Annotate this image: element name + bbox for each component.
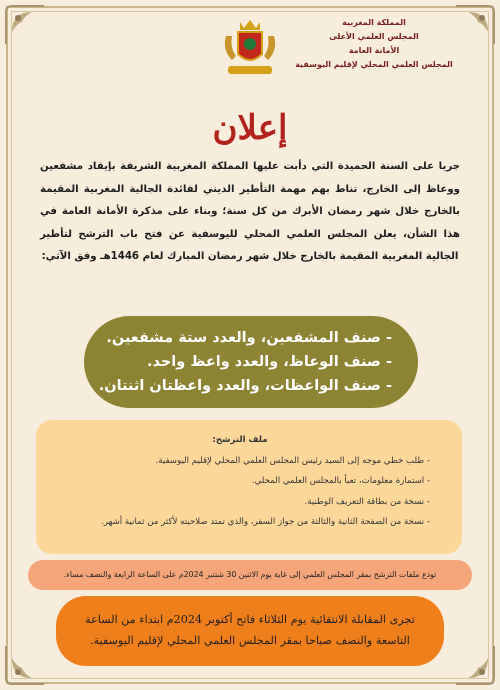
category-item: - صنف الواعظات، والعدد واعظتان اثنتان. bbox=[98, 378, 392, 394]
interview-line: تجرى المقابلة الانتقائية يوم الثلاثاء فاتح أكتوبر 2024م ابتداء من الساعة bbox=[85, 613, 415, 626]
corner-ornament-icon bbox=[2, 2, 48, 48]
application-file-box bbox=[36, 420, 462, 554]
institution-header bbox=[284, 16, 464, 72]
corner-ornament-icon bbox=[452, 642, 498, 688]
application-file-item: - نسخة من الصفحة الثانية والثالثة من جواز السفر، والذي تمتد صلاحيته لأكثر من ثمانية أشهر. bbox=[101, 517, 430, 527]
header-line: المجلس العلمي الأعلى bbox=[329, 32, 419, 41]
category-item: - صنف المشفعين، والعدد ستة مشفعين. bbox=[106, 330, 392, 346]
application-file-item: - نسخة من بطاقة التعريف الوطنية. bbox=[304, 496, 430, 507]
interview-line: التاسعة والنصف صباحا بمقر المجلس العلمي المحلي لإقليم اليوسفية. bbox=[90, 634, 410, 647]
header-line: الأمانة العامة bbox=[348, 46, 400, 55]
interview-banner bbox=[56, 596, 444, 666]
deposit-deadline-banner: تودع ملفات الترشح بمقر المجلس العلمي إلى غاية يوم الاثنين 30 شتنبر 2024م على الساعة الرابعة والنصف مساء. bbox=[28, 560, 472, 590]
corner-ornament-icon bbox=[2, 642, 48, 688]
category-item: - صنف الوعاظ، والعدد واعظ واحد. bbox=[146, 354, 392, 370]
header-line: المجلس العلمي المحلي لإقليم اليوسفية bbox=[295, 60, 453, 69]
header-line: المملكة المغربية bbox=[342, 18, 406, 27]
application-file-title: ملف الترشح: bbox=[212, 435, 268, 445]
coat-of-arms-icon bbox=[218, 16, 282, 80]
announcement-body: جريا على السنة الحميدة التي دأبت عليها المملكة المغربية الشريفة بإيفاد مشفعين ووعاظ إلى الخارج، تناط بهم مهمة التأطير الديني لفائدة الجالية المغربية المقيمة بالخارج خلال شهر رمضان الأبرك من كل سنة؛ وبناء على مذكرة الأمانة العامة في هذا الشأن، يعلن المجلس العلمي المحلي لليوسفية عن فتح باب الترشح لتأطير الجالية المغربية المقيمة بالخارج خلال شهر رمضان المبارك لعام 1446هـ وفق الآتي: bbox=[40, 161, 460, 262]
application-file-item: - طلب خطي موجه إلى السيد رئيس المجلس العلمي المحلي لإقليم اليوسفية. bbox=[155, 455, 430, 466]
categories-box bbox=[84, 316, 418, 408]
application-file-item: - استمارة معلومات، تعبأ بالمجلس العلمي المحلي. bbox=[251, 476, 430, 486]
page-title: إعلان bbox=[212, 108, 288, 148]
